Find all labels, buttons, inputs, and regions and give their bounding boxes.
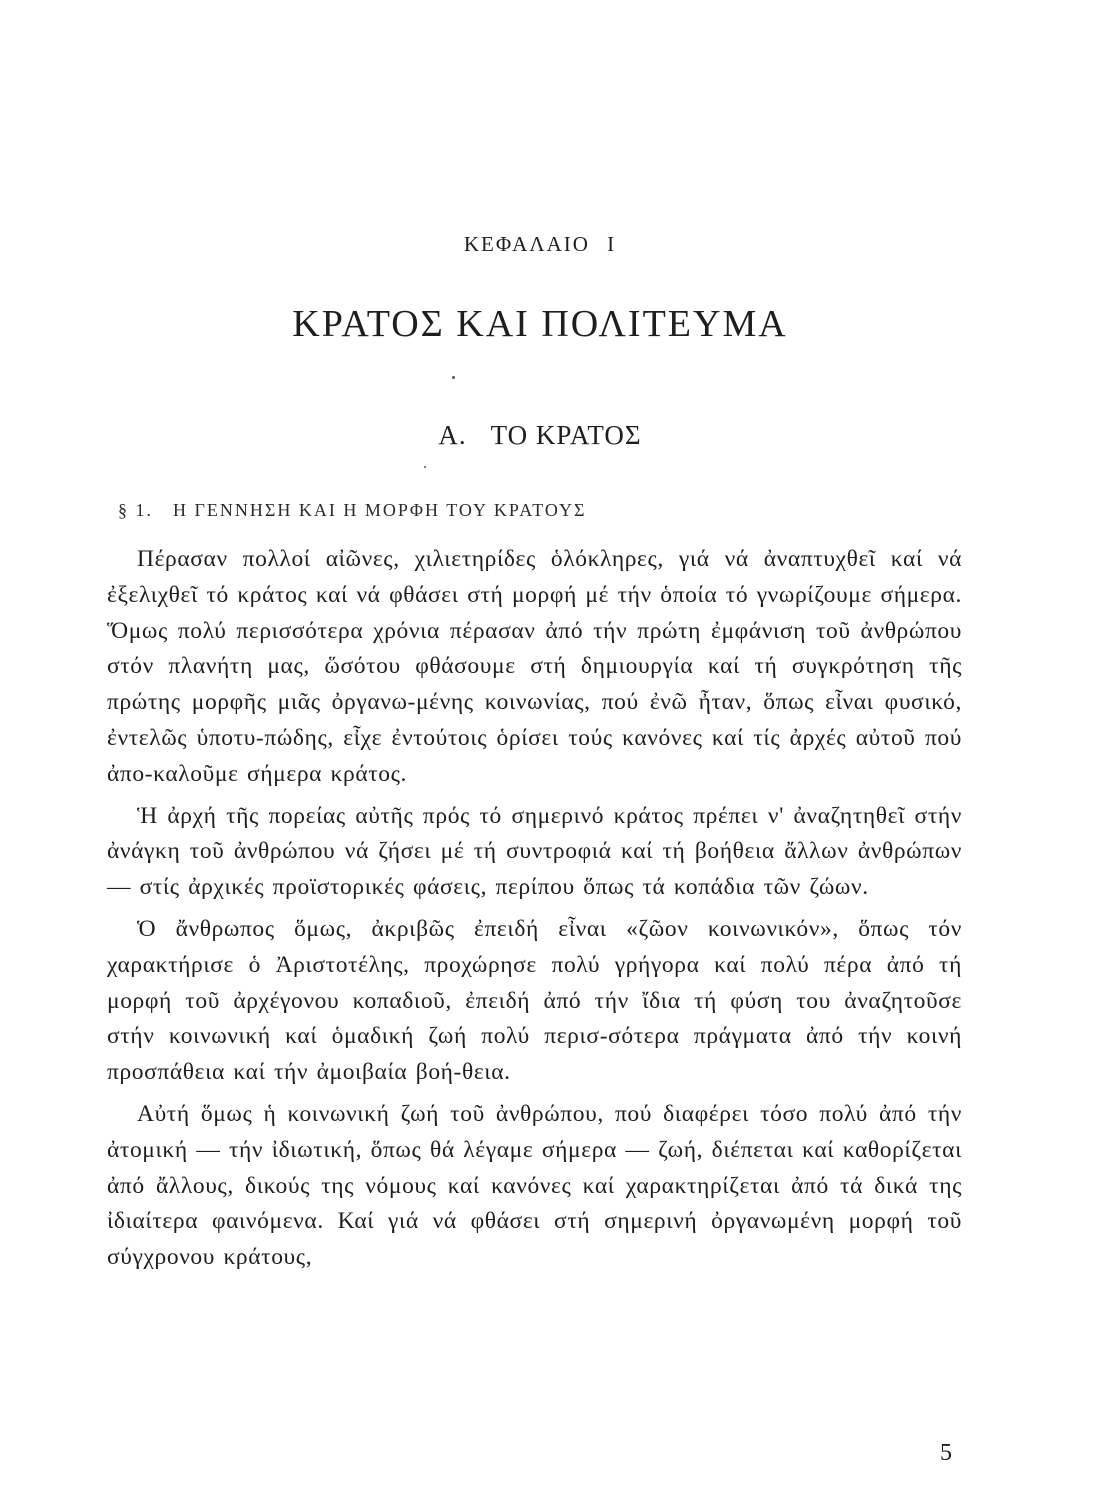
paragraph: Ὁ ἄνθρωπος ὅμως, ἀκριβῶς ἐπειδή εἶναι «ζῶον κοινωνικόν», ὅπως τόν χαρακτήρισε ὁ Ἀριστοτέλης, προχώρησε πολύ γρήγορα καί πολύ πέρα ἀπό τή μορφή τοῦ ἀρχέγονου κοπαδιοῦ, ἐπειδή ἀπό τήν ἴδια τή φύση του ἀναζητοῦσε στήν κοινωνική καί ὁμαδική ζωή πολύ περισ-σότερα πράγματα ἀπό τήν κοινή προσπάθεια καί τήν ἀμοιβαία βοή-θεια. (107, 915, 962, 1086)
section-letter: Α. (438, 420, 467, 450)
paragraph: Ἡ ἀρχή τῆς πορείας αὐτῆς πρός τό σημερινό κράτος πρέπει ν' ἀναζητηθεῖ στήν ἀνάγκη τοῦ ἀνθρώπου νά ζήσει μέ τή συντροφιά καί τή βοήθεια ἄλλων ἀνθρώπων — στίς ἀρχικές προϊστορικές φάσεις, περίπου ὅπως τά κοπάδια τῶν ζώων. (107, 802, 962, 901)
subsection-number: § 1. (118, 500, 153, 520)
section-heading (0, 420, 1080, 451)
page-number: 5 (940, 1440, 952, 1466)
paragraph: Πέρασαν πολλοί αἰῶνες, χιλιετηρίδες ὁλόκληρες, γιά νά ἀναπτυχθεῖ καί νά ἐξελιχθεῖ τό κράτος καί νά φθάσει στή μορφή μέ τήν ὁποία τό γνωρίζουμε σήμερα. Ὅμως πολύ περισσότερα χρόνια πέρασαν ἀπό τήν πρώτη ἐμφάνιση τοῦ ἀνθρώπου στόν πλανήτη μας, ὥσότου φθάσουμε στή δημιουργία καί τή συγκρότηση τῆς πρώτης μορφῆς μιᾶς ὀργανω-μένης κοινωνίας, πού ἐνῶ ἦταν, ὅπως εἶναι φυσικό, ἐντελῶς ὑποτυ-πώδης, εἶχε ἐντούτοις ὁρίσει τούς κανόνες καί τίς ἀρχές αὐτοῦ πού ἀπο-καλοῦμε σήμερα κράτος. (107, 546, 962, 787)
chapter-title: ΚΡΑΤΟΣ ΚΑΙ ΠΟΛΙΤΕΥΜΑ (292, 303, 788, 345)
body-text (107, 542, 962, 1282)
print-speck (424, 466, 426, 468)
subsection-heading (118, 500, 586, 521)
subsection-title: Η ΓΕΝΝΗΣΗ ΚΑΙ Η ΜΟΡΦΗ ΤΟΥ ΚΡΑΤΟΥΣ (173, 500, 587, 520)
print-speck (452, 376, 455, 379)
section-title: ΤΟ ΚΡΑΤΟΣ (490, 420, 642, 450)
paragraph: Αὐτή ὅμως ἡ κοινωνική ζωή τοῦ ἀνθρώπου, πού διαφέρει τόσο πολύ ἀπό τήν ἀτομική — τήν ἰδιωτική, ὅπως θά λέγαμε σήμερα — ζωή, διέπεται καί καθορίζεται ἀπό ἄλλους, δικούς της νόμους καί κανόνες καί χαρακτηρίζεται ἀπό τά δικά της ἰδιαίτερα φαινόμενα. Καί γιά νά φθάσει στή σημερινή ὀργανωμένη μορφή τοῦ σύγχρονου κράτους, (107, 1100, 962, 1271)
chapter-label: ΚΕΦΑΛΑΙΟ Ι (463, 232, 617, 256)
